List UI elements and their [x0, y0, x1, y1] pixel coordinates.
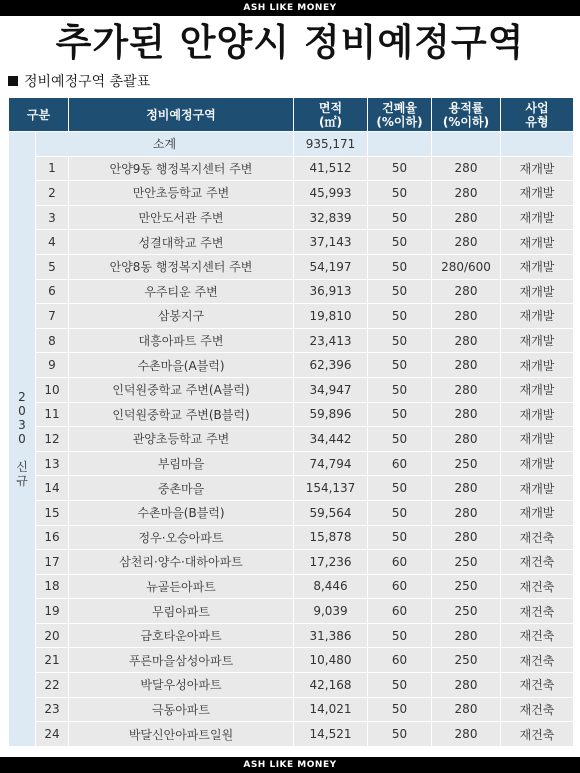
cell-zone: 삼봉지구 — [69, 304, 293, 328]
table-row — [9, 673, 573, 697]
cell-no: 1 — [36, 157, 68, 181]
cell-type: 재개발 — [501, 452, 573, 476]
cell-zone: 박달우성아파트 — [69, 673, 293, 697]
cell-area: 31,386 — [294, 624, 367, 648]
cell-no: 22 — [36, 673, 68, 697]
cell-type: 재개발 — [501, 476, 573, 500]
cell-coverage: 50 — [368, 230, 431, 254]
table-row — [9, 304, 573, 328]
cell-coverage: 50 — [368, 624, 431, 648]
cell-coverage: 50 — [368, 403, 431, 427]
cell-far: 280 — [432, 206, 500, 230]
header-category: 구분 — [9, 98, 68, 131]
cell-zone: 인덕원중학교 주변(A블럭) — [69, 378, 293, 402]
cell-no: 12 — [36, 427, 68, 451]
cell-far: 280 — [432, 476, 500, 500]
cell-area: 37,143 — [294, 230, 367, 254]
cell-zone: 중촌마을 — [69, 476, 293, 500]
cell-far: 250 — [432, 452, 500, 476]
cell-no: 4 — [36, 230, 68, 254]
table-caption — [0, 70, 580, 94]
cell-coverage: 60 — [368, 648, 431, 672]
cell-area: 23,413 — [294, 329, 367, 353]
cell-type: 재개발 — [501, 206, 573, 230]
cell-type: 재개발 — [501, 427, 573, 451]
cell-coverage: 50 — [368, 526, 431, 550]
cell-area: 41,512 — [294, 157, 367, 181]
cell-coverage: 50 — [368, 304, 431, 328]
cell-far: 280 — [432, 403, 500, 427]
cell-zone: 금호타운아파트 — [69, 624, 293, 648]
cell-no: 24 — [36, 722, 68, 746]
cell-area: 45,993 — [294, 181, 367, 205]
cell-type: 재개발 — [501, 329, 573, 353]
cell-no: 15 — [36, 501, 68, 525]
table-row — [9, 722, 573, 746]
cell-coverage: 50 — [368, 698, 431, 722]
table-body — [9, 132, 573, 746]
header-coverage: 건폐율 (%이하) — [368, 98, 431, 131]
cell-far: 250 — [432, 648, 500, 672]
table-row — [9, 501, 573, 525]
top-brand-bar — [0, 0, 580, 16]
header-area: 면적 (㎡) — [294, 98, 367, 131]
cell-area: 9,039 — [294, 599, 367, 623]
cell-coverage: 50 — [368, 206, 431, 230]
table-row — [9, 526, 573, 550]
cell-zone: 푸른마을삼성아파트 — [69, 648, 293, 672]
cell-area: 10,480 — [294, 648, 367, 672]
cell-zone: 안양9동 행정복지센터 주변 — [69, 157, 293, 181]
cell-type: 재개발 — [501, 255, 573, 279]
cell-coverage: 50 — [368, 353, 431, 377]
cell-type: 재건축 — [501, 575, 573, 599]
cell-area: 14,021 — [294, 698, 367, 722]
cell-coverage: 50 — [368, 722, 431, 746]
cell-type: 재개발 — [501, 304, 573, 328]
cell-no: 11 — [36, 403, 68, 427]
table-row — [9, 280, 573, 304]
cell-no: 3 — [36, 206, 68, 230]
cell-coverage: 60 — [368, 599, 431, 623]
cell-far: 280 — [432, 698, 500, 722]
cell-far: 280 — [432, 526, 500, 550]
cell-zone: 부림마을 — [69, 452, 293, 476]
cell-zone: 박달신안아파트일원 — [69, 722, 293, 746]
top-brand-text: ASH LIKE MONEY — [243, 3, 337, 13]
table-caption-text: 정비예정구역 총괄표 — [24, 74, 151, 90]
cell-zone: 인덕원중학교 주변(B블럭) — [69, 403, 293, 427]
cell-no: 23 — [36, 698, 68, 722]
cell-far: 280 — [432, 329, 500, 353]
cell-type: 재개발 — [501, 378, 573, 402]
cell-coverage: 50 — [368, 378, 431, 402]
cell-type: 재건축 — [501, 526, 573, 550]
table-row — [9, 378, 573, 402]
cell-type: 재건축 — [501, 722, 573, 746]
cell-far: 280 — [432, 280, 500, 304]
subtotal-row — [9, 132, 573, 156]
table-row — [9, 599, 573, 623]
cell-coverage: 50 — [368, 427, 431, 451]
table-row — [9, 157, 573, 181]
cell-type: 재개발 — [501, 181, 573, 205]
cell-no: 5 — [36, 255, 68, 279]
cell-area: 36,913 — [294, 280, 367, 304]
table-row — [9, 452, 573, 476]
cell-far: 280 — [432, 722, 500, 746]
cell-far: 280 — [432, 624, 500, 648]
cell-area: 15,878 — [294, 526, 367, 550]
cell-no: 8 — [36, 329, 68, 353]
cell-far: 280 — [432, 157, 500, 181]
cell-type: 재개발 — [501, 280, 573, 304]
cell-coverage: 50 — [368, 476, 431, 500]
cell-coverage: 50 — [368, 329, 431, 353]
cell-far: 280 — [432, 673, 500, 697]
cell-coverage: 50 — [368, 181, 431, 205]
table-row — [9, 230, 573, 254]
cell-type: 재개발 — [501, 230, 573, 254]
subtotal-coverage — [368, 132, 431, 156]
cell-type: 재건축 — [501, 648, 573, 672]
cell-coverage: 50 — [368, 157, 431, 181]
table-row — [9, 624, 573, 648]
cell-zone: 정우·오승아파트 — [69, 526, 293, 550]
cell-zone: 극동아파트 — [69, 698, 293, 722]
cell-zone: 만안도서관 주변 — [69, 206, 293, 230]
cell-area: 59,564 — [294, 501, 367, 525]
header-far: 용적률 (%이하) — [432, 98, 500, 131]
cell-far: 280 — [432, 427, 500, 451]
cell-coverage: 50 — [368, 255, 431, 279]
header-zone: 정비예정구역 — [69, 98, 293, 131]
table-row — [9, 206, 573, 230]
cell-no: 6 — [36, 280, 68, 304]
cell-area: 34,947 — [294, 378, 367, 402]
table-row — [9, 403, 573, 427]
cell-type: 재개발 — [501, 157, 573, 181]
cell-no: 9 — [36, 353, 68, 377]
cell-no: 10 — [36, 378, 68, 402]
table-row — [9, 648, 573, 672]
cell-zone: 만안초등학교 주변 — [69, 181, 293, 205]
cell-type: 재건축 — [501, 673, 573, 697]
square-bullet-icon — [8, 76, 18, 86]
cell-zone: 안양8동 행정복지센터 주변 — [69, 255, 293, 279]
cell-zone: 삼천리·양수·대하아파트 — [69, 550, 293, 574]
cell-type: 재건축 — [501, 550, 573, 574]
header-type: 사업 유형 — [501, 98, 573, 131]
page-title: 추가된 안양시 정비예정구역 — [55, 21, 525, 64]
cell-coverage: 60 — [368, 575, 431, 599]
cell-far: 280 — [432, 501, 500, 525]
cell-area: 14,521 — [294, 722, 367, 746]
cell-area: 62,396 — [294, 353, 367, 377]
cell-no: 7 — [36, 304, 68, 328]
cell-coverage: 50 — [368, 501, 431, 525]
table-row — [9, 575, 573, 599]
table-row — [9, 255, 573, 279]
subtotal-area: 935,171 — [294, 132, 367, 156]
cell-no: 17 — [36, 550, 68, 574]
cell-no: 18 — [36, 575, 68, 599]
group-label: 2 0 3 0 신 규 — [9, 132, 35, 746]
cell-coverage: 60 — [368, 550, 431, 574]
cell-no: 2 — [36, 181, 68, 205]
cell-far: 250 — [432, 550, 500, 574]
cell-no: 14 — [36, 476, 68, 500]
cell-far: 280 — [432, 230, 500, 254]
cell-area: 19,810 — [294, 304, 367, 328]
cell-far: 280 — [432, 304, 500, 328]
cell-coverage: 60 — [368, 452, 431, 476]
table-row — [9, 181, 573, 205]
cell-zone: 수촌마을(A블럭) — [69, 353, 293, 377]
cell-area: 8,446 — [294, 575, 367, 599]
cell-area: 59,896 — [294, 403, 367, 427]
cell-type: 재건축 — [501, 698, 573, 722]
cell-type: 재건축 — [501, 599, 573, 623]
table-row — [9, 427, 573, 451]
cell-far: 280 — [432, 378, 500, 402]
cell-zone: 우주티운 주변 — [69, 280, 293, 304]
table-row — [9, 329, 573, 353]
cell-no: 16 — [36, 526, 68, 550]
cell-zone: 성결대학교 주변 — [69, 230, 293, 254]
table-row — [9, 353, 573, 377]
table-row — [9, 550, 573, 574]
cell-no: 13 — [36, 452, 68, 476]
cell-zone: 뉴골든아파트 — [69, 575, 293, 599]
cell-zone: 관양초등학교 주변 — [69, 427, 293, 451]
cell-far: 280/600 — [432, 255, 500, 279]
cell-area: 54,197 — [294, 255, 367, 279]
cell-area: 42,168 — [294, 673, 367, 697]
cell-far: 250 — [432, 575, 500, 599]
cell-far: 280 — [432, 181, 500, 205]
subtotal-label: 소계 — [36, 132, 293, 156]
cell-area: 154,137 — [294, 476, 367, 500]
bottom-brand-bar — [0, 757, 580, 773]
cell-area: 74,794 — [294, 452, 367, 476]
cell-no: 20 — [36, 624, 68, 648]
cell-area: 32,839 — [294, 206, 367, 230]
table-row — [9, 476, 573, 500]
zone-summary-table — [8, 97, 574, 747]
cell-area: 17,236 — [294, 550, 367, 574]
cell-coverage: 50 — [368, 280, 431, 304]
cell-coverage: 50 — [368, 673, 431, 697]
cell-type: 재개발 — [501, 403, 573, 427]
cell-far: 280 — [432, 353, 500, 377]
subtotal-far — [432, 132, 500, 156]
table-header-row — [9, 98, 573, 131]
cell-area: 34,442 — [294, 427, 367, 451]
cell-zone: 무림아파트 — [69, 599, 293, 623]
cell-zone: 대흥아파트 주변 — [69, 329, 293, 353]
table-row — [9, 698, 573, 722]
cell-zone: 수촌마을(B블럭) — [69, 501, 293, 525]
cell-type: 재건축 — [501, 624, 573, 648]
cell-no: 19 — [36, 599, 68, 623]
cell-type: 재개발 — [501, 353, 573, 377]
cell-no: 21 — [36, 648, 68, 672]
subtotal-type — [501, 132, 573, 156]
cell-far: 250 — [432, 599, 500, 623]
bottom-brand-text: ASH LIKE MONEY — [243, 760, 337, 770]
cell-type: 재개발 — [501, 501, 573, 525]
